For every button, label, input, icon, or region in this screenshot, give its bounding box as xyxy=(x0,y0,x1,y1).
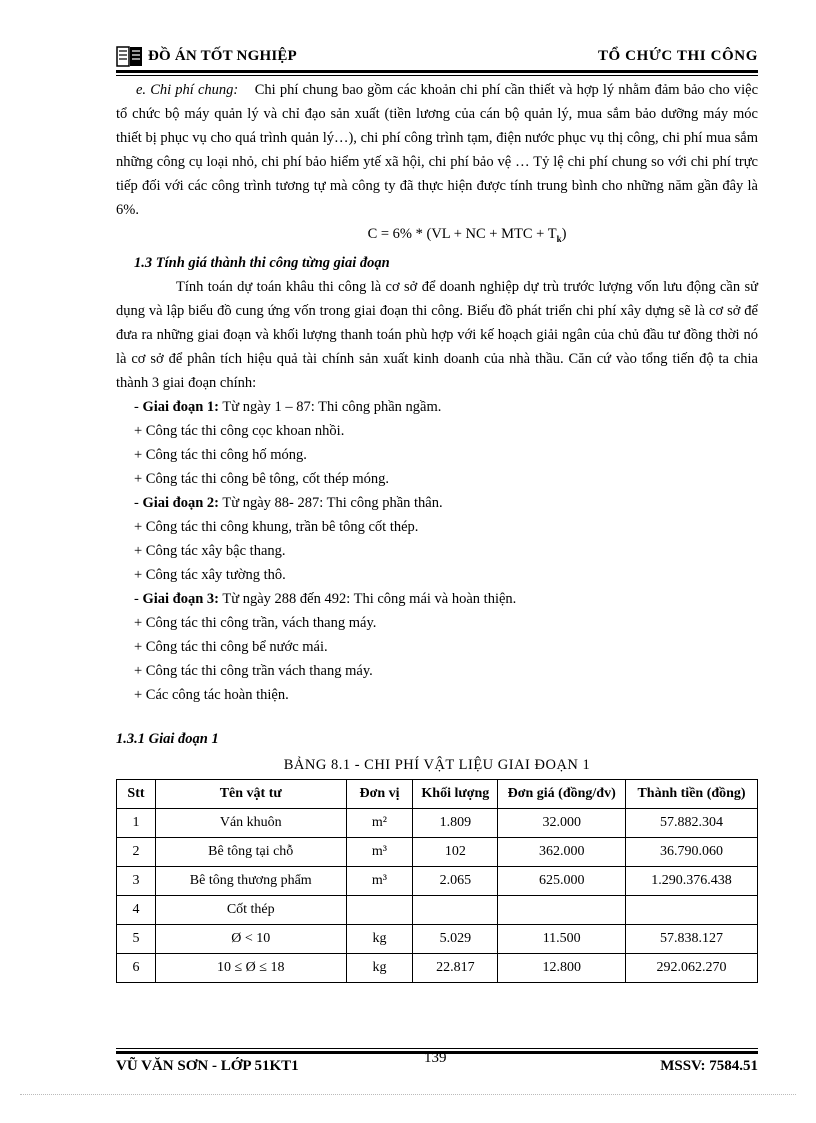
body-text xyxy=(116,78,758,983)
stage-3-label: Giai đoạn 3: xyxy=(142,590,220,607)
page-number: 139 xyxy=(424,1050,447,1066)
table-row xyxy=(117,953,758,982)
list-item: + Công tác thi công bê tông, cốt thép móng. xyxy=(134,470,390,487)
table-cell xyxy=(346,895,413,924)
table-cell: 2.065 xyxy=(413,866,498,895)
stage-3: - Giai đoạn 3: Từ ngày 288 đến 492: Thi công mái và hoàn thiện. xyxy=(134,590,517,607)
footer-author: VŨ VĂN SƠN - LỚP 51KT1 xyxy=(116,1058,299,1074)
table-cell: 36.790.060 xyxy=(626,837,758,866)
list-item: + Công tác xây bậc thang. xyxy=(134,542,286,559)
list-item: + Công tác thi công trần vách thang máy. xyxy=(134,662,373,679)
table-cell: 102 xyxy=(413,837,498,866)
table-caption: BẢNG 8.1 - CHI PHÍ VẬT LIỆU GIAI ĐOẠN 1 xyxy=(283,756,591,773)
column-header: Khối lượng xyxy=(413,779,498,808)
table-cell: 22.817 xyxy=(413,953,498,982)
table-cell: 5 xyxy=(117,924,156,953)
table-cell: 11.500 xyxy=(498,924,626,953)
list-item: + Công tác thi công bể nước mái. xyxy=(134,638,328,655)
formula-main: C = 6% * (VL + NC + MTC + T xyxy=(367,226,557,242)
stage-1-label: Giai đoạn 1: xyxy=(142,398,220,415)
section-e-text: Chi phí chung bao gồm các khoản chi phí cần thiết và hợp lý nhằm đảm bảo cho việc tổ chức bộ máy quản lý và chỉ đạo sản xuất (tiền lương của cán bộ quản lý, mua sắm bảo dưỡng máy móc thiết bị phục vụ cho quá trình quản lý…), chi phí công trình tạm, điện nước phục vụ thị công, chi phí mua sắm những công cụ loại nhỏ, chi phí bảo hiểm ytế xã hội, chi phí bảo vệ … Tỷ lệ chi phí chung so với chi phí trực tiếp đối với các công trình tương tự mà công ty đã thực hiện được tính trung bình cho những năm gần đây là 6%. xyxy=(116,82,759,218)
table-cell: Bê tông tại chỗ xyxy=(155,837,346,866)
column-header: Thành tiền (đồng) xyxy=(626,779,758,808)
section-e-heading: Chi phí chung: xyxy=(150,82,239,98)
header-rule-thick xyxy=(116,70,758,73)
table-cell: 625.000 xyxy=(498,866,626,895)
list-item: + Công tác thi công trần, vách thang máy. xyxy=(134,614,377,631)
section-131-heading: 1.3.1 Giai đoạn 1 xyxy=(116,730,219,747)
table-header-row xyxy=(117,779,758,808)
table-cell: 4 xyxy=(117,895,156,924)
footer-rule-thin xyxy=(116,1048,758,1049)
section-13-paragraph: Tính toán dự toán khâu thi công là cơ sở để doanh nghiệp dự trù trước lượng vốn lưu động cần sử dụng và lập biểu đồ cung ứng vốn trong giai đoạn thi công. Biểu đồ phát triển chi phí xây dựng sẽ là cơ sở để đưa ra những giai đoạn và khối lượng thanh toán phù hợp với kế hoạch giải ngân của chủ đầu tư đồng thời nó là cơ sở để phân tích hiệu quả tài chính sản xuất kinh doanh của nhà thầu. Căn cứ vào tổng tiến độ ta chia thành 3 giai đoạn chính: xyxy=(116,278,758,391)
table-cell: 1.290.376.438 xyxy=(626,866,758,895)
table-cell: Bê tông thương phẩm xyxy=(155,866,346,895)
stage-1: - Giai đoạn 1: Từ ngày 1 – 87: Thi công phần ngầm. xyxy=(134,398,442,415)
table-cell: 12.800 xyxy=(498,953,626,982)
table-row xyxy=(117,808,758,837)
list-item: + Công tác thi công hố móng. xyxy=(134,446,307,463)
table-cell xyxy=(626,895,758,924)
list-item: + Công tác thi công cọc khoan nhồi. xyxy=(134,422,345,439)
column-header: Stt xyxy=(117,779,156,808)
formula-sub: k xyxy=(556,233,562,244)
table-cell: 292.062.270 xyxy=(626,953,758,982)
list-item: + Công tác xây tường thô. xyxy=(134,566,286,583)
table-cell: 2 xyxy=(117,837,156,866)
table-cell: m² xyxy=(346,808,413,837)
header-rule-thin xyxy=(116,75,758,76)
table-row xyxy=(117,895,758,924)
stage-list xyxy=(116,395,758,707)
table-cell: kg xyxy=(346,924,413,953)
table-cell: 5.029 xyxy=(413,924,498,953)
table-cell: 6 xyxy=(117,953,156,982)
page-header xyxy=(116,44,758,70)
book-logo-icon xyxy=(116,46,144,68)
table-cell: 10 ≤ Ø ≤ 18 xyxy=(155,953,346,982)
header-title-right: TỔ CHỨC THI CÔNG xyxy=(597,48,758,64)
header-title-left: ĐỒ ÁN TỐT NGHIỆP xyxy=(148,48,297,64)
table-cell: 57.838.127 xyxy=(626,924,758,953)
table-cell: 1.809 xyxy=(413,808,498,837)
table-row xyxy=(117,837,758,866)
table-cell: m³ xyxy=(346,866,413,895)
section-e-paragraph xyxy=(116,78,758,222)
table-row xyxy=(117,866,758,895)
section-13-heading: 1.3 Tính giá thành thi công từng giai đoạn xyxy=(134,254,390,271)
table-cell xyxy=(413,895,498,924)
list-item: + Các công tác hoàn thiện. xyxy=(134,686,289,703)
table-cell: 57.882.304 xyxy=(626,808,758,837)
list-item: + Công tác thi công khung, trần bê tông cốt thép. xyxy=(134,518,419,535)
table-cell: 362.000 xyxy=(498,837,626,866)
section-e-label: e. xyxy=(136,82,147,98)
table-cell: 32.000 xyxy=(498,808,626,837)
table-cell: Cốt thép xyxy=(155,895,346,924)
column-header: Đơn vị xyxy=(346,779,413,808)
stage-2: - Giai đoạn 2: Từ ngày 88- 287: Thi công phần thân. xyxy=(134,494,443,511)
stage-2-text: Từ ngày 88- 287: Thi công phần thân. xyxy=(219,494,443,511)
table-cell: Ván khuôn xyxy=(155,808,346,837)
table-cell: kg xyxy=(346,953,413,982)
page-edge-divider xyxy=(20,1094,796,1095)
formula-end: ) xyxy=(561,226,567,242)
column-header: Tên vật tư xyxy=(155,779,346,808)
material-cost-table xyxy=(116,779,758,983)
table-cell xyxy=(498,895,626,924)
column-header: Đơn giá (đồng/đv) xyxy=(498,779,626,808)
table-cell: 1 xyxy=(117,808,156,837)
table-cell: m³ xyxy=(346,837,413,866)
table-row xyxy=(117,924,758,953)
stage-2-label: Giai đoạn 2: xyxy=(142,494,220,511)
table-cell: 3 xyxy=(117,866,156,895)
stage-1-text: Từ ngày 1 – 87: Thi công phần ngầm. xyxy=(219,398,442,415)
table-cell: Ø < 10 xyxy=(155,924,346,953)
formula xyxy=(116,222,758,251)
stage-3-text: Từ ngày 288 đến 492: Thi công mái và hoàn thiện. xyxy=(219,590,517,607)
footer-student-id: MSSV: 7584.51 xyxy=(660,1058,758,1074)
